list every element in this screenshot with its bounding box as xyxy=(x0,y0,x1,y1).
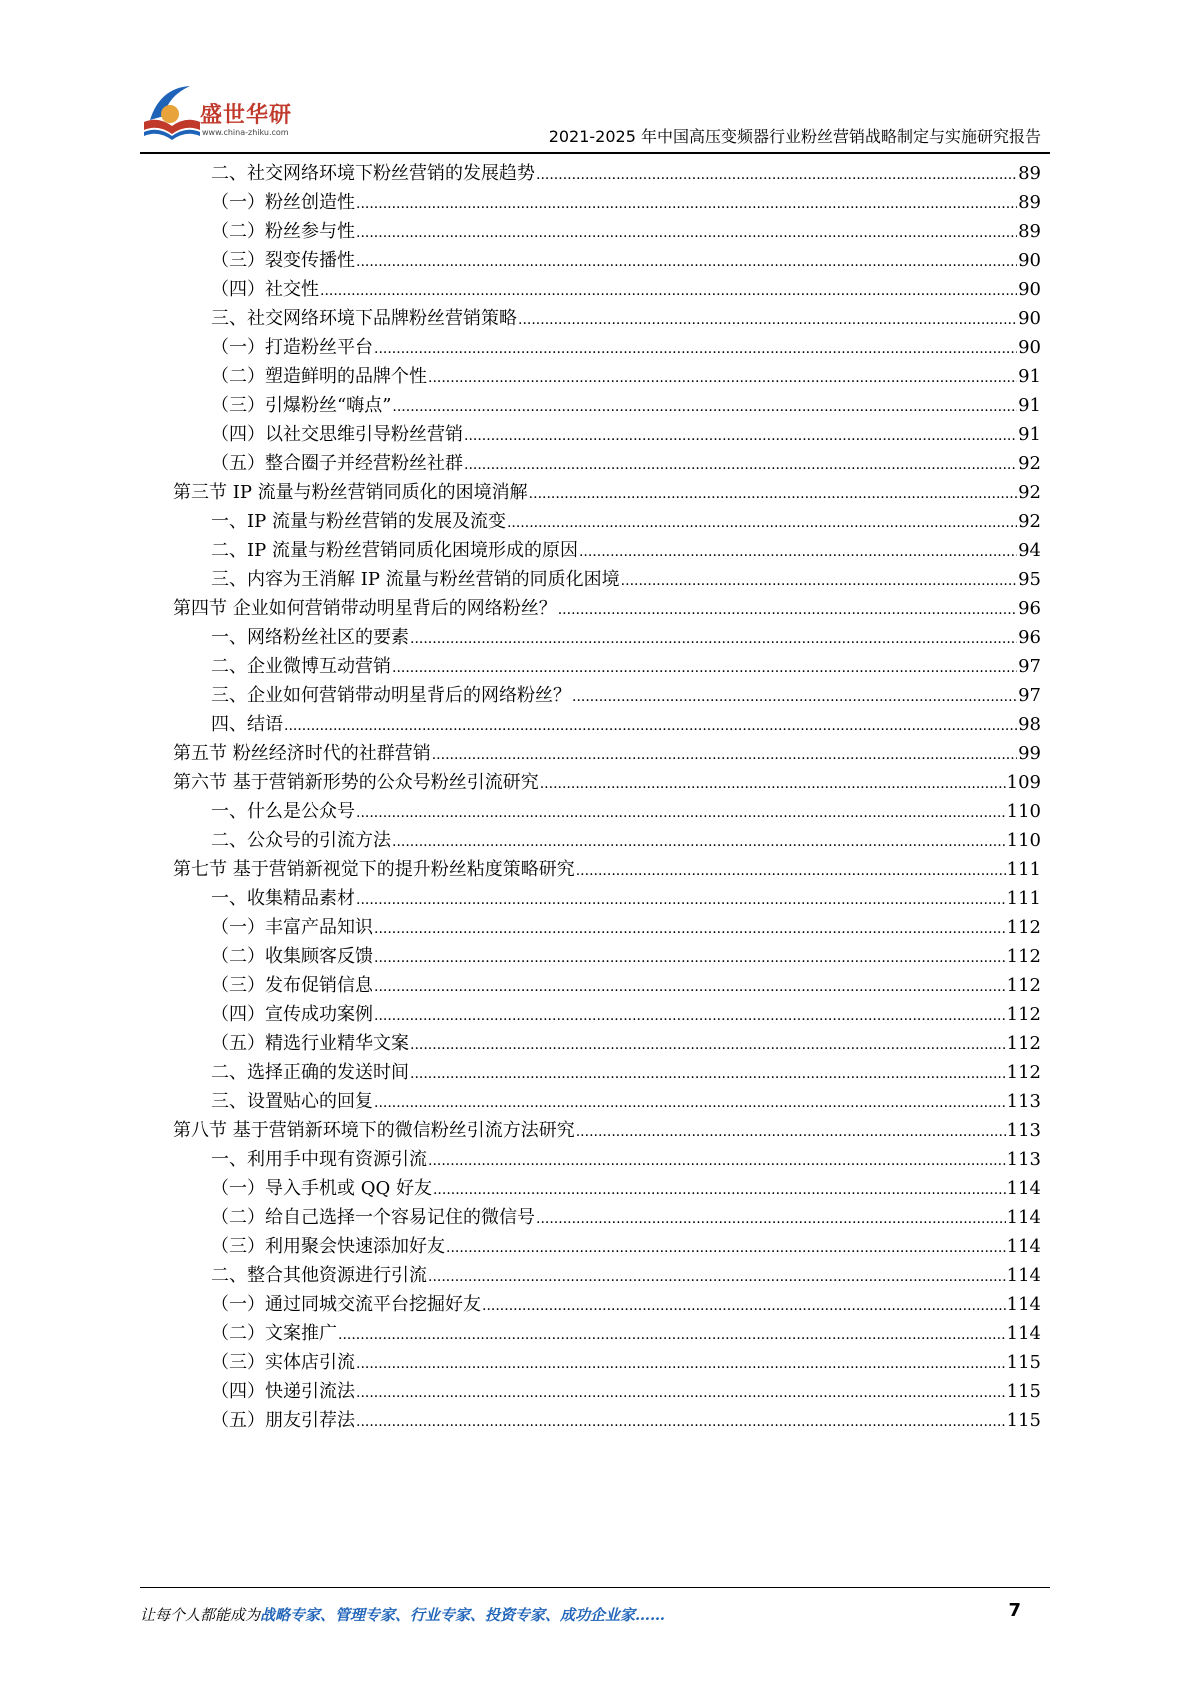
toc-entry-page: 112 xyxy=(1006,1062,1041,1083)
toc-entry-label: 二、企业微博互动营销 xyxy=(211,656,391,677)
toc-leader-dots xyxy=(392,393,1017,421)
toc-entry[interactable] xyxy=(211,508,1041,536)
logo-url: www.china-zhiku.com xyxy=(202,128,289,137)
toc-entry-page: 112 xyxy=(1006,917,1041,938)
toc-entry-label: （二）收集顾客反馈 xyxy=(211,946,373,967)
toc-entry[interactable] xyxy=(173,740,1041,768)
toc-entry[interactable] xyxy=(211,1407,1041,1435)
toc-leader-dots xyxy=(392,654,1017,682)
toc-entry-label: （一）丰富产品知识 xyxy=(211,917,373,938)
company-logo xyxy=(140,82,310,152)
toc-entry-label: 第三节 IP 流量与粉丝营销同质化的困境消解 xyxy=(173,482,528,503)
toc-entry-page: 114 xyxy=(1006,1265,1041,1286)
toc-entry-label: （三）裂变传播性 xyxy=(211,250,355,271)
toc-leader-dots xyxy=(410,625,1017,653)
toc-leader-dots xyxy=(536,161,1017,189)
toc-entry-page: 92 xyxy=(1018,453,1041,474)
toc-entry-page: 90 xyxy=(1018,250,1041,271)
toc-entry[interactable] xyxy=(211,247,1041,275)
toc-entry[interactable] xyxy=(173,856,1041,884)
toc-entry-page: 111 xyxy=(1006,859,1041,880)
report-title: 2021-2025 年中国高压变频器行业粉丝营销战略制定与实施研究报告 xyxy=(548,127,1041,146)
toc-entry-label: 一、IP 流量与粉丝营销的发展及流变 xyxy=(211,511,506,532)
toc-entry[interactable] xyxy=(211,1349,1041,1377)
toc-leader-dots xyxy=(433,1176,1006,1204)
toc-entry-label: 第七节 基于营销新视觉下的提升粉丝粘度策略研究 xyxy=(173,859,575,880)
toc-entry-page: 114 xyxy=(1006,1236,1041,1257)
toc-leader-dots xyxy=(579,538,1017,566)
toc-leader-dots xyxy=(356,190,1017,218)
toc-entry-page: 114 xyxy=(1006,1178,1041,1199)
toc-leader-dots xyxy=(356,886,1006,914)
toc-entry-page: 114 xyxy=(1006,1294,1041,1315)
toc-leader-dots xyxy=(464,422,1017,450)
toc-leader-dots xyxy=(529,480,1017,508)
toc-entry-label: （五）精选行业精华文案 xyxy=(211,1033,409,1054)
toc-entry-label: （二）文案推广 xyxy=(211,1323,337,1344)
header-divider xyxy=(140,152,1050,154)
toc-entry-label: （二）粉丝参与性 xyxy=(211,221,355,242)
toc-leader-dots xyxy=(464,451,1017,479)
toc-leader-dots xyxy=(410,1031,1006,1059)
toc-leader-dots xyxy=(428,364,1017,392)
toc-entry[interactable] xyxy=(211,363,1041,391)
toc-entry[interactable] xyxy=(211,653,1041,681)
toc-entry-label: 一、收集精品素材 xyxy=(211,888,355,909)
toc-leader-dots xyxy=(518,306,1017,334)
toc-entry-page: 114 xyxy=(1006,1207,1041,1228)
toc-entry-page: 89 xyxy=(1018,192,1041,213)
toc-leader-dots xyxy=(621,567,1017,595)
toc-leader-dots xyxy=(356,248,1017,276)
toc-entry-page: 110 xyxy=(1006,801,1041,822)
toc-entry-label: （三）利用聚会快速添加好友 xyxy=(211,1236,445,1257)
toc-entry-label: （四）以社交思维引导粉丝营销 xyxy=(211,424,463,445)
toc-entry-label: 二、公众号的引流方法 xyxy=(211,830,391,851)
toc-entry-label: 二、选择正确的发送时间 xyxy=(211,1062,409,1083)
toc-entry-page: 95 xyxy=(1018,569,1041,590)
toc-entry[interactable] xyxy=(211,943,1041,971)
toc-entry[interactable] xyxy=(211,218,1041,246)
toc-entry-page: 110 xyxy=(1006,830,1041,851)
toc-leader-dots xyxy=(338,1321,1006,1349)
toc-entry[interactable] xyxy=(211,160,1041,188)
toc-entry-page: 91 xyxy=(1018,366,1041,387)
toc-leader-dots xyxy=(482,1292,1006,1320)
toc-entry[interactable] xyxy=(211,421,1041,449)
toc-entry-page: 113 xyxy=(1006,1120,1041,1141)
toc-entry[interactable] xyxy=(211,1059,1041,1087)
toc-entry[interactable] xyxy=(173,479,1041,507)
toc-leader-dots xyxy=(356,1350,1006,1378)
toc-leader-dots xyxy=(356,219,1017,247)
toc-entry[interactable] xyxy=(211,1262,1041,1290)
toc-leader-dots xyxy=(507,509,1017,537)
toc-leader-dots xyxy=(428,1147,1006,1175)
toc-entry[interactable] xyxy=(211,1001,1041,1029)
footer-slogan-accent: 战略专家、管理专家、行业专家、投资专家、成功企业家…… xyxy=(260,1606,666,1624)
toc-entry[interactable] xyxy=(211,1175,1041,1203)
toc-leader-dots xyxy=(284,712,1017,740)
toc-entry-page: 91 xyxy=(1018,424,1041,445)
toc-entry[interactable] xyxy=(211,392,1041,420)
toc-entry-page: 90 xyxy=(1018,308,1041,329)
toc-entry[interactable] xyxy=(211,1320,1041,1348)
toc-entry-label: 二、整合其他资源进行引流 xyxy=(211,1265,427,1286)
toc-entry-page: 112 xyxy=(1006,975,1041,996)
toc-entry[interactable] xyxy=(211,334,1041,362)
toc-entry[interactable] xyxy=(211,1204,1041,1232)
toc-entry-page: 115 xyxy=(1006,1381,1041,1402)
toc-entry[interactable] xyxy=(211,1291,1041,1319)
toc-entry-label: （三）实体店引流 xyxy=(211,1352,355,1373)
toc-leader-dots xyxy=(558,596,1017,624)
toc-entry[interactable] xyxy=(211,1233,1041,1261)
toc-entry[interactable] xyxy=(211,537,1041,565)
page-header xyxy=(0,0,1191,160)
toc-entry[interactable] xyxy=(211,711,1041,739)
toc-entry-page: 89 xyxy=(1018,221,1041,242)
toc-entry-page: 97 xyxy=(1018,656,1041,677)
toc-leader-dots xyxy=(432,741,1017,769)
toc-entry-page: 92 xyxy=(1018,482,1041,503)
toc-entry-page: 109 xyxy=(1006,772,1041,793)
toc-entry[interactable] xyxy=(211,624,1041,652)
toc-entry[interactable] xyxy=(211,1030,1041,1058)
toc-entry-page: 90 xyxy=(1018,337,1041,358)
toc-entry-label: 三、社交网络环境下品牌粉丝营销策略 xyxy=(211,308,517,329)
toc-entry[interactable] xyxy=(211,885,1041,913)
toc-leader-dots xyxy=(536,1205,1006,1233)
toc-entry[interactable] xyxy=(211,914,1041,942)
toc-entry-page: 115 xyxy=(1006,1410,1041,1431)
toc-entry-label: （二）给自己选择一个容易记住的微信号 xyxy=(211,1207,535,1228)
toc-entry-page: 89 xyxy=(1018,163,1041,184)
toc-entry-label: （四）宣传成功案例 xyxy=(211,1004,373,1025)
toc-entry-label: 一、利用手中现有资源引流 xyxy=(211,1149,427,1170)
toc-entry[interactable] xyxy=(211,1378,1041,1406)
toc-leader-dots xyxy=(356,799,1006,827)
toc-leader-dots xyxy=(374,1002,1006,1030)
toc-leader-dots xyxy=(576,1118,1006,1146)
toc-entry-page: 113 xyxy=(1006,1091,1041,1112)
toc-entry-page: 113 xyxy=(1006,1149,1041,1170)
toc-entry[interactable] xyxy=(211,1088,1041,1116)
toc-leader-dots xyxy=(392,828,1006,856)
toc-leader-dots xyxy=(446,1234,1006,1262)
toc-entry-label: （一）通过同城交流平台挖掘好友 xyxy=(211,1294,481,1315)
toc-leader-dots xyxy=(374,1089,1006,1117)
toc-entry[interactable] xyxy=(211,827,1041,855)
toc-entry-page: 96 xyxy=(1018,627,1041,648)
toc-entry[interactable] xyxy=(211,1146,1041,1174)
toc-entry-page: 112 xyxy=(1006,1004,1041,1025)
toc-entry-page: 98 xyxy=(1018,714,1041,735)
toc-entry[interactable] xyxy=(173,1117,1041,1145)
toc-entry-label: 第八节 基于营销新环境下的微信粉丝引流方法研究 xyxy=(173,1120,575,1141)
toc-leader-dots xyxy=(320,277,1017,305)
toc-entry-label: （三）引爆粉丝“嗨点” xyxy=(211,395,392,416)
toc-entry-page: 92 xyxy=(1018,511,1041,532)
toc-entry-label: （一）粉丝创造性 xyxy=(211,192,355,213)
toc-leader-dots xyxy=(428,1263,1006,1291)
toc-entry[interactable] xyxy=(211,798,1041,826)
toc-entry-page: 112 xyxy=(1006,946,1041,967)
toc-entry-label: 二、IP 流量与粉丝营销同质化困境形成的原因 xyxy=(211,540,578,561)
toc-entry-label: 三、内容为王消解 IP 流量与粉丝营销的同质化困境 xyxy=(211,569,620,590)
toc-entry-label: （五）整合圈子并经营粉丝社群 xyxy=(211,453,463,474)
toc-entry[interactable] xyxy=(211,450,1041,478)
toc-entry-label: （一）打造粉丝平台 xyxy=(211,337,373,358)
toc-entry-page: 99 xyxy=(1018,743,1041,764)
toc-entry-label: （二）塑造鲜明的品牌个性 xyxy=(211,366,427,387)
toc-entry-label: （四）快递引流法 xyxy=(211,1381,355,1402)
toc-entry-label: 第六节 基于营销新形势的公众号粉丝引流研究 xyxy=(173,772,539,793)
toc-entry-label: 三、设置贴心的回复 xyxy=(211,1091,373,1112)
footer-slogan-prefix: 让每个人都能成为 xyxy=(140,1606,261,1624)
toc-entry[interactable] xyxy=(173,595,1041,623)
book-globe-icon xyxy=(140,82,204,142)
toc-entry-label: （五）朋友引荐法 xyxy=(211,1410,355,1431)
toc-entry[interactable] xyxy=(211,305,1041,333)
toc-entry[interactable] xyxy=(211,972,1041,1000)
toc-entry[interactable] xyxy=(211,189,1041,217)
toc-leader-dots xyxy=(572,683,1017,711)
logo-text: 盛世华研 xyxy=(200,103,293,128)
toc-entry-page: 96 xyxy=(1018,598,1041,619)
toc-entry-page: 94 xyxy=(1018,540,1041,561)
footer-slogan xyxy=(140,1604,665,1625)
toc-leader-dots xyxy=(374,915,1006,943)
toc-entry-label: 三、企业如何营销带动明星背后的网络粉丝？ xyxy=(211,685,571,706)
toc-entry-page: 115 xyxy=(1006,1352,1041,1373)
toc-leader-dots xyxy=(374,973,1006,1001)
toc-entry[interactable] xyxy=(173,769,1041,797)
toc-entry-label: 第四节 企业如何营销带动明星背后的网络粉丝？ xyxy=(173,598,557,619)
toc-leader-dots xyxy=(374,944,1006,972)
toc-entry-page: 112 xyxy=(1006,1033,1041,1054)
toc-entry-label: （三）发布促销信息 xyxy=(211,975,373,996)
toc-entry-label: （一）导入手机或 QQ 好友 xyxy=(211,1178,432,1199)
toc-leader-dots xyxy=(356,1408,1006,1436)
toc-entry-label: 二、社交网络环境下粉丝营销的发展趋势 xyxy=(211,163,535,184)
toc-leader-dots xyxy=(576,857,1006,885)
page-number: 7 xyxy=(1008,1600,1021,1621)
toc-leader-dots xyxy=(374,335,1017,363)
toc-entry-page: 91 xyxy=(1018,395,1041,416)
toc-entry[interactable] xyxy=(211,682,1041,710)
toc-entry[interactable] xyxy=(211,276,1041,304)
toc-entry-page: 114 xyxy=(1006,1323,1041,1344)
toc-entry-page: 90 xyxy=(1018,279,1041,300)
toc-leader-dots xyxy=(410,1060,1006,1088)
toc-entry-page: 111 xyxy=(1006,888,1041,909)
toc-entry-label: （四）社交性 xyxy=(211,279,319,300)
toc-entry[interactable] xyxy=(211,566,1041,594)
toc-entry-label: 第五节 粉丝经济时代的社群营销 xyxy=(173,743,431,764)
toc-entry-label: 一、网络粉丝社区的要素 xyxy=(211,627,409,648)
toc-entry-label: 四、结语 xyxy=(211,714,283,735)
toc-entry-page: 97 xyxy=(1018,685,1041,706)
footer-divider xyxy=(140,1587,1050,1588)
toc-leader-dots xyxy=(356,1379,1006,1407)
toc-leader-dots xyxy=(540,770,1006,798)
toc-entry-label: 一、什么是公众号 xyxy=(211,801,355,822)
